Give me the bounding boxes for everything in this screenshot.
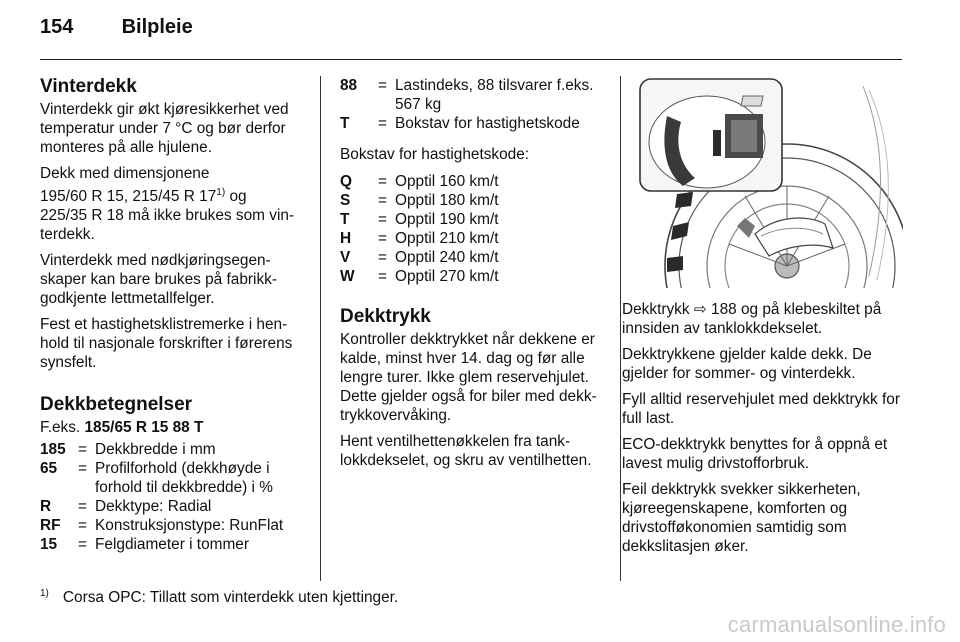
definition-key: RF (40, 517, 61, 535)
definition-value: Felgdiameter i tommer (95, 536, 249, 554)
definition-equals: = (78, 517, 87, 535)
speed-code-intro: Bokstav for hastighetskode: (340, 146, 530, 163)
definition-key: 65 (40, 460, 58, 478)
definition-row (340, 210, 604, 229)
footnote (40, 588, 398, 607)
definition-equals: = (78, 441, 87, 459)
definition-key: 185 (40, 441, 66, 459)
column-left (40, 76, 306, 554)
definition-row (340, 76, 604, 114)
definition-equals: = (78, 460, 87, 478)
para-2-og: og (225, 188, 247, 206)
definition-key: H (340, 230, 352, 247)
definition-value: Opptil 160 km/t (395, 173, 499, 190)
definition-row (40, 497, 306, 516)
page-ref-arrow-icon[interactable]: ⇨ (693, 301, 707, 318)
definition-row (40, 440, 306, 459)
tire-code-table (40, 440, 306, 554)
heading-dekktrykk: Dekktrykk (340, 306, 431, 327)
speed-code-table (340, 172, 604, 286)
para-2-intro: Dekk med dimensjonene (40, 165, 210, 182)
definition-value: Dekkbredde i mm (95, 441, 216, 459)
definition-key: W (340, 268, 355, 285)
column-divider-1 (320, 76, 321, 581)
definition-equals: = (378, 77, 387, 94)
column-middle (340, 76, 604, 477)
footnote-text: Corsa OPC: Tillatt som vinterdekk uten kjettinger. (62, 589, 399, 606)
definition-value: Konstruksjonstype: RunFlat (95, 517, 284, 535)
definition-equals: = (378, 192, 387, 209)
example-prefix: F.eks. (40, 419, 85, 437)
header-rule (40, 59, 902, 60)
definition-row (340, 248, 604, 267)
definition-equals: = (378, 230, 387, 247)
definition-value: Opptil 190 km/t (395, 211, 499, 228)
right-para-3: Fyll alltid reservehjulet med dekktrykk for full last. (622, 391, 900, 427)
definition-key: T (340, 115, 350, 132)
definition-key: V (340, 249, 351, 266)
definition-key: T (340, 211, 350, 228)
definition-row (340, 191, 604, 210)
definition-value: Lastindeks, 88 tilsvarer f.eks. 567 kg (395, 77, 594, 113)
vinterdekk-para-4: Fest et hastighetsklistremerke i hen-hold til nasjonale forskrifter i førerens synsfelt. (40, 316, 293, 372)
definition-equals: = (378, 115, 387, 132)
definition-equals: = (78, 498, 87, 516)
definition-equals: = (378, 211, 387, 228)
definition-key: 88 (340, 77, 358, 94)
vinterdekk-para-3: Vinterdekk med nødkjøringsegen-skaper kan bare brukes på fabrikk-godkjente lettmetallfelger. (40, 252, 277, 308)
heading-dekkbetegnelser: Dekkbetegnelser (40, 394, 193, 416)
dekktrykk-ref-para (622, 300, 908, 338)
footnote-mark: 1) (40, 588, 49, 599)
ref-suffix: 188 og på klebeskiltet på innsiden av tanklokkdekselet. (622, 301, 882, 337)
right-para-5: Feil dekktrykk svekker sikkerheten, kjøreegenskapene, komforten og drivstofføkonomien samtidig som dekkslitasjen øker. (622, 481, 861, 555)
vinterdekk-para-1: Vinterdekk gir økt kjøresikkerhet ved temperatur under 7 °C og bør derfor monteres på alle hjulene. (40, 101, 289, 156)
definition-equals: = (378, 249, 387, 266)
definition-value: Dekktype: Radial (95, 498, 212, 516)
right-para-4: ECO-dekktrykk benyttes for å oppnå et lavest mulig drivstofforbruk. (622, 436, 888, 472)
vinterdekk-para-2 (40, 164, 306, 244)
column-right (622, 300, 908, 563)
example-code: 185/65 R 15 88 T (84, 419, 204, 437)
definition-key: 15 (40, 536, 58, 554)
definition-value: Profilforhold (dekkhøyde i forhold til dekkbredde) i % (95, 460, 273, 497)
dekktrykk-para-1: Kontroller dekktrykket når dekkene er kalde, minst hver 14. dag og før alle lengre turer. Ikke glem reservehjulet. Dette gjelder også for biler med dekk-trykkovervåking. (340, 331, 597, 424)
definition-row (340, 229, 604, 248)
definition-row (340, 172, 604, 191)
footnote-ref: 1) (216, 187, 226, 198)
page-number: 154 (40, 16, 74, 38)
definition-value: Opptil 240 km/t (395, 249, 499, 266)
tire-valve-illustration (637, 76, 903, 288)
definition-equals: = (378, 173, 387, 190)
heading-vinterdekk: Vinterdekk (40, 76, 137, 97)
definition-equals: = (378, 268, 387, 285)
definition-key: R (40, 498, 52, 516)
definition-value: Bokstav for hastighetskode (395, 115, 580, 132)
definition-row (340, 114, 604, 133)
definition-value: Opptil 180 km/t (395, 192, 499, 209)
definition-row (40, 516, 306, 535)
definition-equals: = (78, 536, 87, 554)
page-header (40, 16, 193, 39)
right-para-2: Dekktrykkene gjelder kalde dekk. De gjelder for sommer- og vinterdekk. (622, 346, 872, 382)
para-2-line3: 225/35 R 18 må ikke brukes som vin-terdekk. (40, 207, 295, 244)
definition-row (40, 535, 306, 554)
page-title: Bilpleie (121, 16, 193, 38)
definition-value: Opptil 270 km/t (395, 268, 499, 285)
column-divider-2 (620, 76, 621, 581)
definition-row (40, 459, 306, 497)
definition-key: Q (340, 173, 352, 190)
para-2-sizes: 195/60 R 15, 215/45 R 17 (40, 188, 217, 206)
watermark: carmanualsonline.info (727, 612, 946, 637)
ref-prefix: Dekktrykk (622, 301, 694, 318)
definition-key: S (340, 192, 351, 209)
definition-row (340, 267, 604, 286)
dekktrykk-para-2: Hent ventilhettenøkkelen fra tank-lokkdekselet, og skru av ventilhetten. (340, 433, 592, 469)
tire-code-table-cont (340, 76, 604, 133)
definition-value: Opptil 210 km/t (395, 230, 499, 247)
example-line (40, 418, 306, 437)
